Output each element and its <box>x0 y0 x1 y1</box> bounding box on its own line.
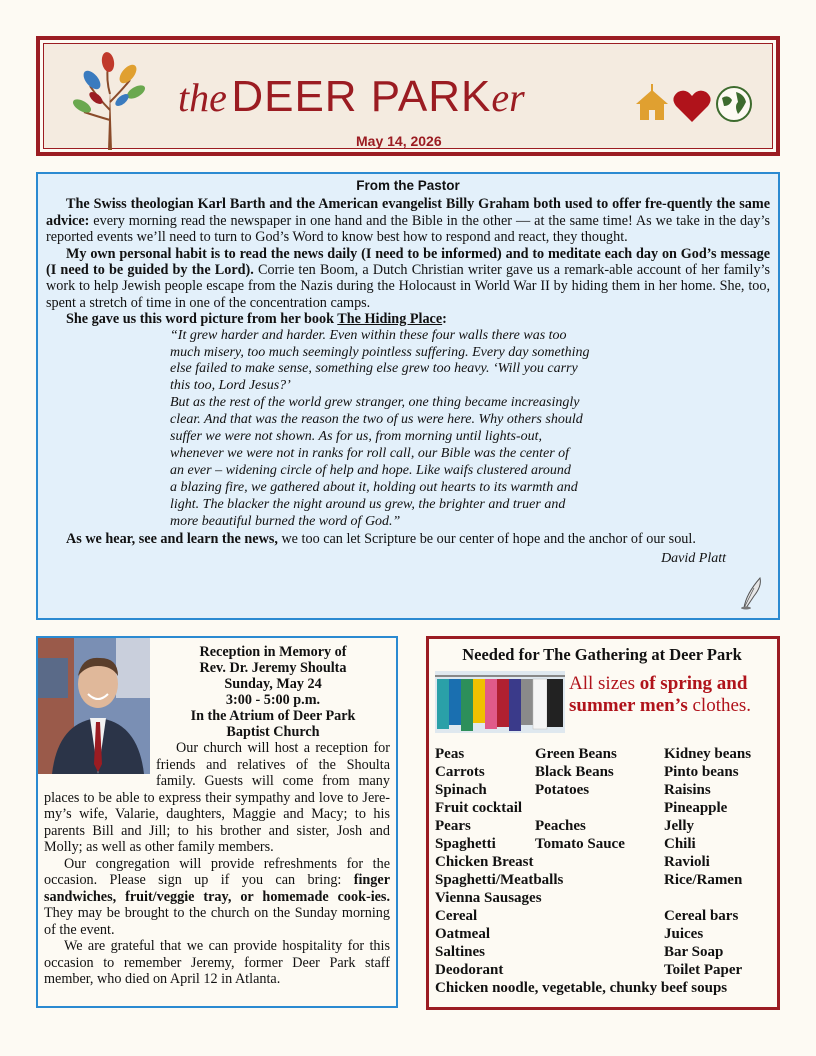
quote-line: clear. And that was the reason the two of us were here. Why others should <box>170 412 583 428</box>
reception-heading-line: Reception in Memory of <box>199 644 347 660</box>
quote-line: an ever – widening circle of help and hope. Like waifs clustered around <box>170 462 571 478</box>
clothes-rack-image <box>435 671 565 733</box>
portrait-photo <box>38 638 150 774</box>
title-prefix: the <box>178 75 227 120</box>
hiding-place-quote <box>170 328 660 531</box>
church-house-icon <box>636 84 668 120</box>
pastor-p1-text: every morning read the newspaper in one hand and the Bible in the other — at the same time! As we take in the day’s reported events we’ll need to turn to God’s Word to know best how to respond and react, they thought. <box>46 212 770 246</box>
portrait-image <box>38 638 150 774</box>
pastor-p2-text: Corrie ten Boom, a Dutch Christian writer gave us a remark-able account of her family’s work to help Jewish people escape from the Nazis during the Holocaust in World War II by hiding them in her home. She, too, spent a stretch of time in one of the concentration camps. <box>46 262 770 311</box>
reception-p2-text: Our congregation will provide refreshments for the occasion. Please sign up if you can bring: <box>44 855 390 888</box>
reception-paragraph-2 <box>44 856 390 939</box>
pastor-paragraph-4 <box>46 531 770 547</box>
needed-heading: Needed for The Gathering at Deer Park <box>462 645 742 664</box>
list-item: Pinto beans <box>664 764 739 780</box>
clothes-request <box>569 673 785 717</box>
list-item: Peas <box>435 746 465 762</box>
pastor-p3-colon: : <box>442 311 447 328</box>
title-main: DEER PARK <box>231 72 492 121</box>
quote-line: more beautiful burned the word of God.” <box>170 513 401 529</box>
pastor-p4-bold: As we hear, see and learn the news, <box>66 530 278 547</box>
pastor-heading: From the Pastor <box>356 178 460 193</box>
pastor-p4-text: we too can let Scripture be our center of hope and the anchor of our soul. <box>277 530 696 547</box>
quote-line: else failed to make sense, something else grew too heavy. ‘Will you carry <box>170 361 578 377</box>
from-the-pastor-section <box>36 172 780 620</box>
pastor-p3-bold: She gave us this word picture from her book <box>66 311 338 328</box>
heart-icon <box>673 91 710 122</box>
reception-section <box>36 636 398 1008</box>
list-item: Potatoes <box>535 782 590 798</box>
list-item: Toilet Paper <box>664 962 743 978</box>
list-item: Spaghetti <box>435 836 496 852</box>
pastor-paragraph-2 <box>46 246 770 312</box>
list-item: Green Beans <box>535 746 617 762</box>
list-item: Spinach <box>435 782 487 798</box>
reception-paragraph-1: Our church will host a reception for friends and relatives of the Shoulta family. Guests will come from many places to be able to express their sympathy and love to Jere-my’s wife, Valarie, daughters, Maggie and Macy; to his parents Bill and Jill; to his brother and sister, Josh and Molly; as well as other family members. <box>44 740 390 855</box>
list-item <box>535 943 664 961</box>
list-item: Peaches <box>535 818 586 834</box>
reception-body <box>38 740 390 988</box>
globe-icon <box>717 87 751 121</box>
list-item: Kidney beans <box>664 746 752 762</box>
tree-logo-icon <box>70 50 150 150</box>
quote-line: a blazing fire, we gathered about it, holding out hearts to its warmth and <box>170 479 578 495</box>
issue-date: May 14, 2026 <box>356 133 442 149</box>
masthead <box>36 36 780 156</box>
book-title: The Hiding Place <box>337 311 443 328</box>
list-item: Saltines <box>435 944 486 960</box>
list-item: Oatmeal <box>435 926 490 942</box>
list-item <box>535 961 664 979</box>
pastor-paragraph-1 <box>46 196 770 245</box>
masthead-inner <box>43 43 773 149</box>
list-item: Cereal <box>435 908 478 924</box>
needed-items-list <box>435 745 769 997</box>
sizes-suffix: clothes. <box>687 695 752 716</box>
quote-line: much misery, too much seemingly pointless suffering. Every day something <box>170 344 590 360</box>
newsletter-title <box>178 72 525 122</box>
list-item: Raisins <box>664 782 711 798</box>
quote-line: this too, Lord Jesus?’ <box>170 378 291 394</box>
list-item: Juices <box>664 926 704 942</box>
list-item <box>535 925 664 943</box>
pastor-signature: David Platt <box>661 550 726 566</box>
list-item: Cereal bars <box>664 908 739 924</box>
masthead-icons <box>634 84 754 124</box>
reception-heading-line: In the Atrium of Deer Park <box>190 708 356 724</box>
list-item: Ravioli <box>664 854 710 870</box>
list-item: Pineapple <box>664 800 728 816</box>
reception-heading-line: Baptist Church <box>226 724 320 740</box>
quote-line: suffer we were not shown. As for us, from morning until lights-out, <box>170 429 543 445</box>
quote-line: whenever we were not in ranks for roll call, our Bible was the center of <box>170 446 570 461</box>
list-item: Chicken noodle, vegetable, chunky beef soups <box>435 980 728 996</box>
list-item: Chili <box>664 836 696 852</box>
list-item <box>535 907 664 925</box>
list-item: Fruit cocktail <box>435 800 523 816</box>
list-item: Bar Soap <box>664 944 724 960</box>
list-item: Rice/Ramen <box>664 872 743 888</box>
pastor-paragraph-3 <box>46 311 770 327</box>
list-item: Vienna Sausages <box>435 890 542 906</box>
sizes-prefix: All sizes <box>569 673 640 694</box>
sizes-bold: of spring and summer men’s <box>569 673 748 716</box>
quote-line: But as the rest of the world grew stranger, one thing became increasingly <box>170 395 580 411</box>
pastor-p1-bold: The Swiss theologian Karl Barth and the American evangelist Billy Graham both used to offer fre-quently the same advice: <box>46 196 770 229</box>
quote-line: “It grew harder and harder. Even within these four walls there was too <box>170 327 567 343</box>
list-item: Spaghetti/Meatballs <box>435 872 564 888</box>
list-item: Jelly <box>664 818 694 834</box>
title-suffix: er <box>491 75 525 120</box>
reception-paragraph-3: We are grateful that we can provide hospitality for this occasion to remember Jeremy, former Deer Park staff member, who died on April 12 in Atlanta. <box>44 938 390 987</box>
list-item: Carrots <box>435 764 485 780</box>
list-item: Chicken Breast <box>435 854 534 870</box>
list-item: Pears <box>435 818 471 834</box>
list-item: Black Beans <box>535 764 614 780</box>
reception-p2-end: They may be brought to the church on the Sunday morning of the event. <box>44 905 390 938</box>
reception-heading-line: Rev. Dr. Jeremy Shoulta <box>199 660 347 676</box>
reception-heading-line: Sunday, May 24 <box>224 676 322 692</box>
clothes-row <box>435 671 769 741</box>
reception-heading-line: 3:00 - 5:00 p.m. <box>225 692 321 708</box>
list-item: Tomato Sauce <box>535 836 625 852</box>
list-item: Deodorant <box>435 962 504 978</box>
pastor-p2-bold: My own personal habit is to read the news daily (I need to be informed) and to meditate each day on God’s message (I need to be guided by the Lord). <box>46 245 770 279</box>
reception-p2-bold: finger sandwiches, fruit/veggie tray, or homemade cook-ies. <box>44 872 390 905</box>
needed-items-section <box>426 636 780 1010</box>
quote-line: light. The blacker the night around us grew, the brighter and truer and <box>170 496 566 512</box>
quill-pen-icon <box>740 576 764 610</box>
